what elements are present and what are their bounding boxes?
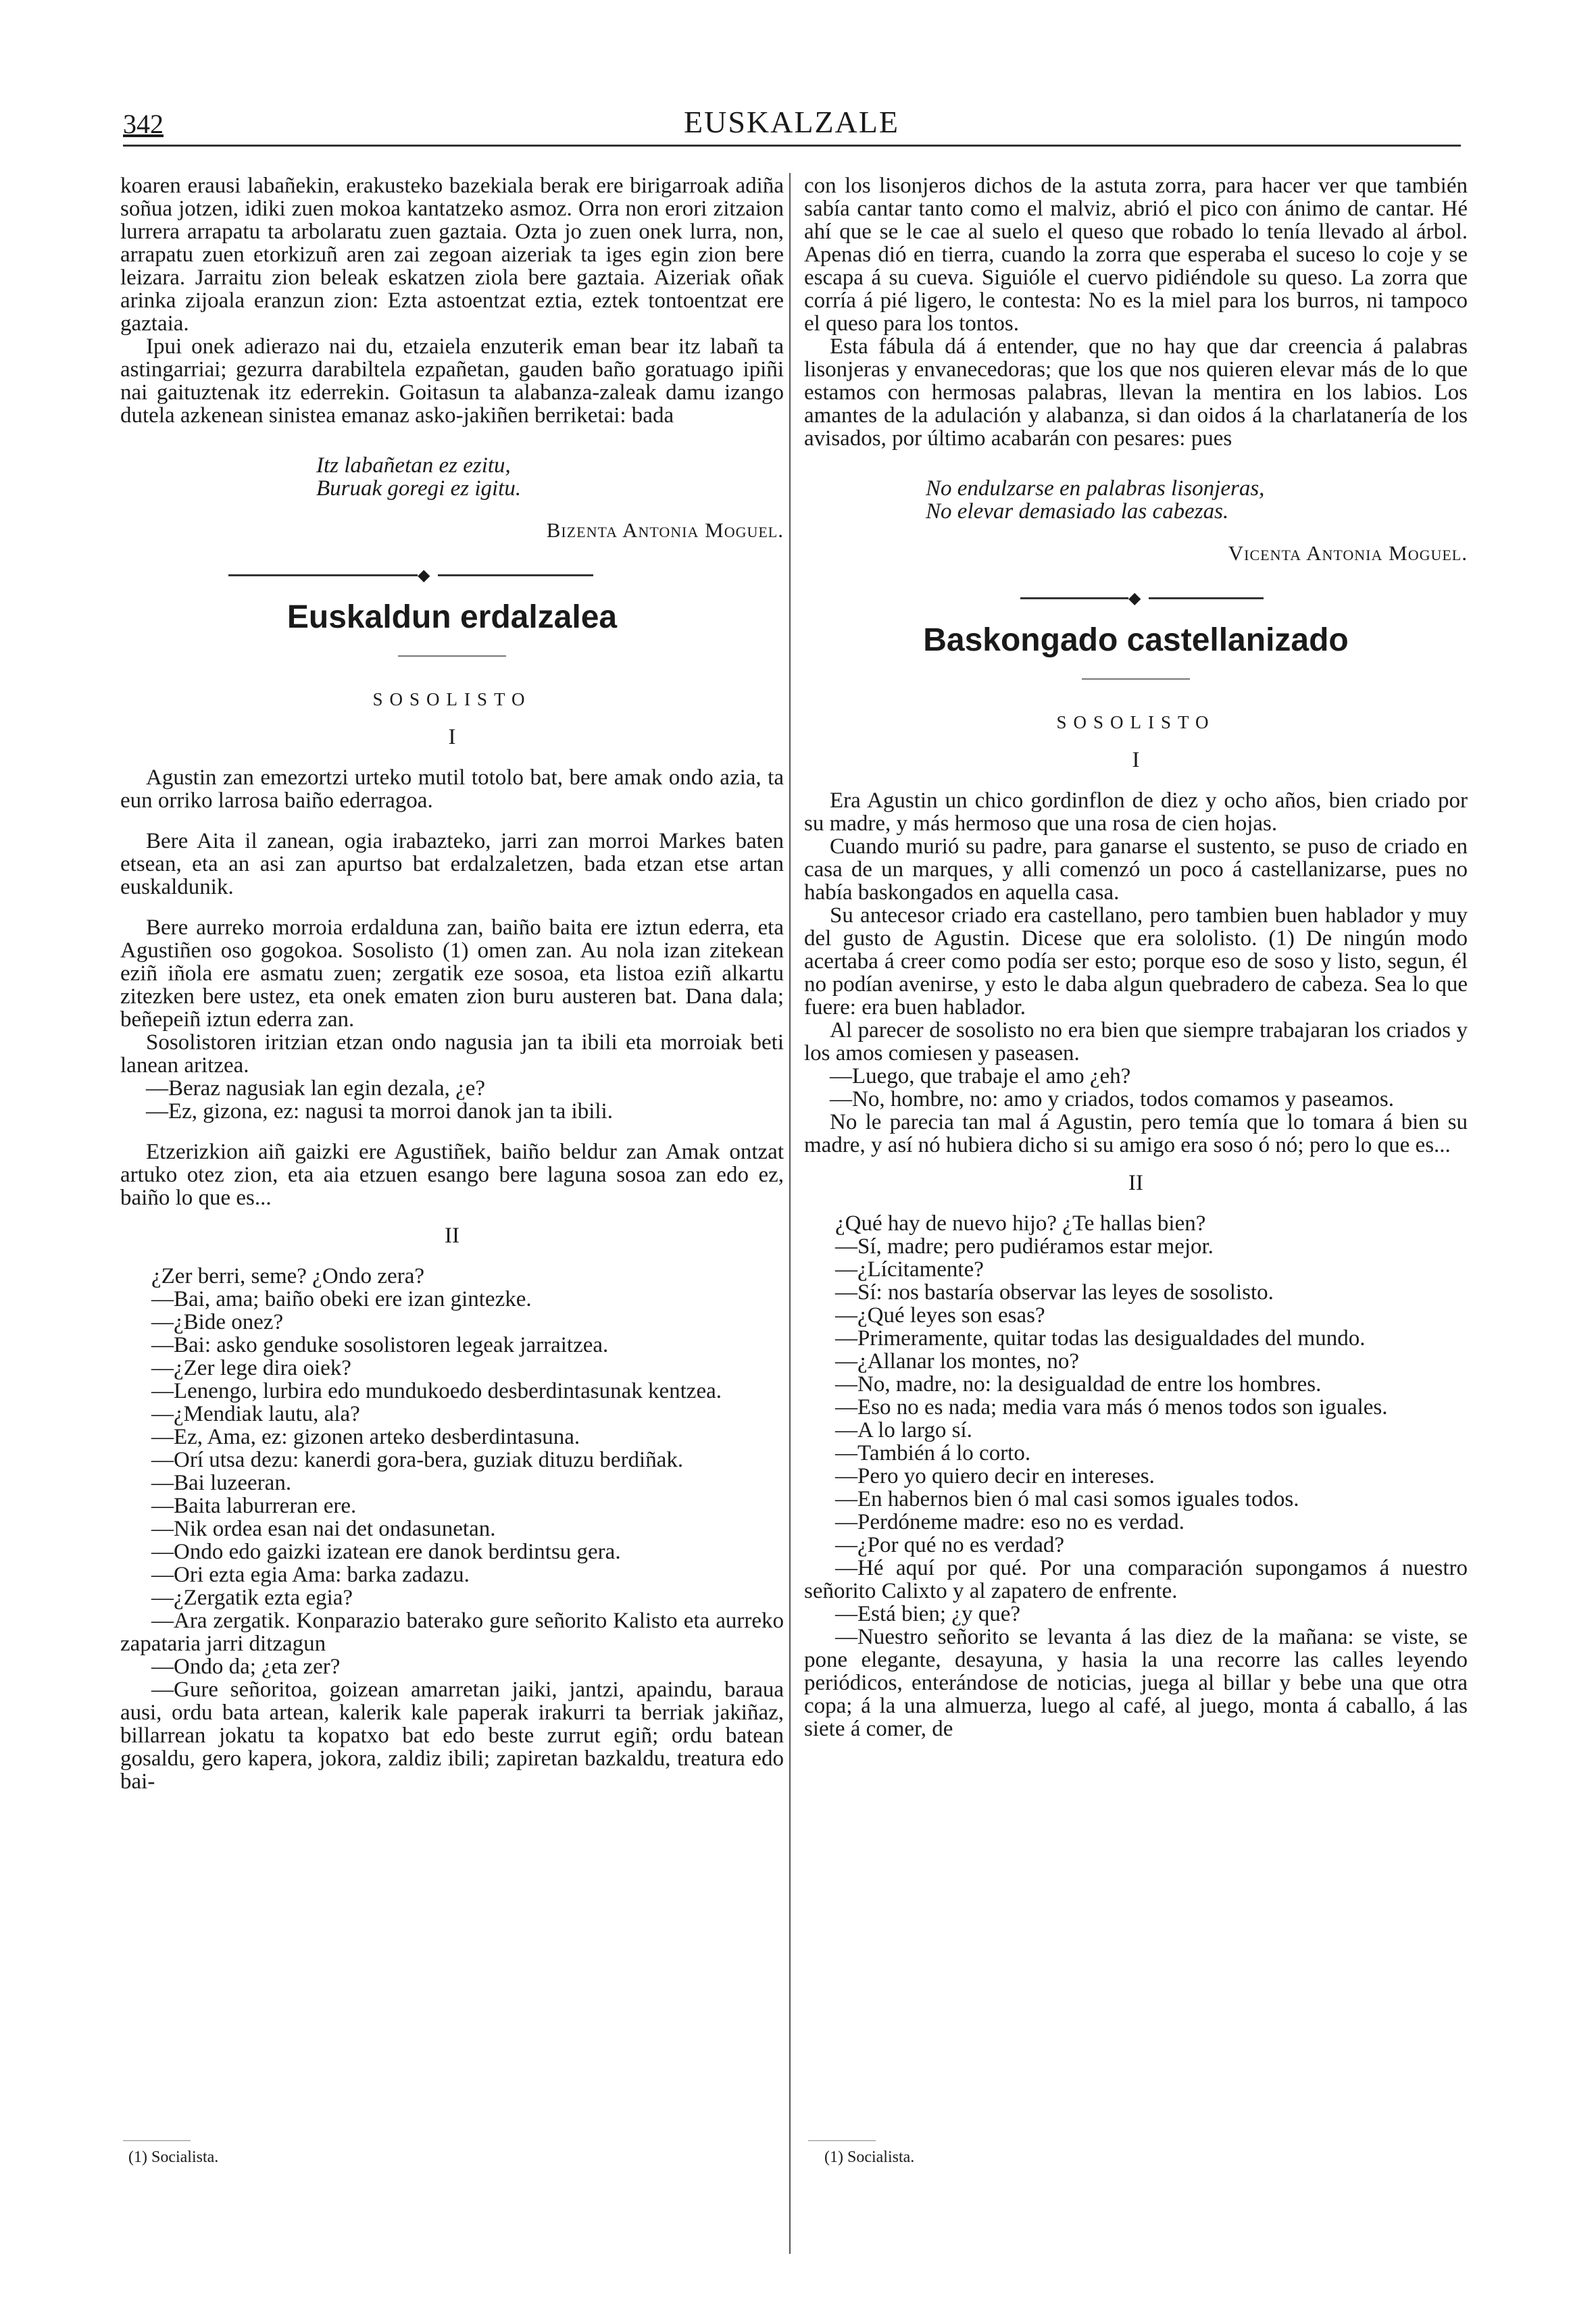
footnote: (1) Socialista.: [128, 2148, 219, 2166]
story-paragraph: Etzerizkion aiñ gaizki ere Agustiñek, baiño beldur zan Amak ontzat artuko otez zion, eta aia etzuen esango bere laguna sosoa zan edo ez, baiño lo que es...: [120, 1140, 784, 1210]
story-paragraph: Agustin zan emezortzi urteko mutil totolo bat, bere amak ondo azia, ta eun orriko larrosa baiño ederragoa.: [120, 765, 784, 813]
dialogue-line: —¿Allanar los montes, no?: [835, 1349, 1080, 1374]
story-paragraph: Sosolistoren iritzian etzan ondo nagusia jan ta ibili eta morroiak beti lanean aritzea.: [120, 1030, 784, 1078]
dialogue-line: —¿Bide onez?: [151, 1310, 284, 1334]
dialogue-line: —No, madre, no: la desigualdad de entre los hombres.: [835, 1372, 1322, 1397]
section-ornament: ◆: [120, 562, 784, 589]
header-rule: [123, 145, 1461, 147]
section-number: I: [448, 725, 456, 749]
title-rule: [398, 655, 506, 657]
dialogue-line: —¿Mendiak lautu, ala?: [151, 1402, 360, 1426]
moral-verse: [120, 454, 784, 500]
dialogue-line: —Nik ordea esan nai det ondasunetan.: [151, 1517, 496, 1541]
dialogue-line: —Lenengo, lurbira edo mundukoedo desberdintasunak kentzea.: [151, 1379, 722, 1403]
verse-line: Itz labañetan ez ezitu,: [316, 453, 511, 478]
dialogue-block: [804, 1212, 1468, 1740]
dialogue-line: —¿Por qué no es verdad?: [835, 1533, 1065, 1557]
dialogue-line: —Ara zergatik. Konparazio baterako gure señorito Kalisto eta aurreko zapataria jarri ditzagun: [120, 1609, 784, 1656]
dialogue-line: —Bai luzeeran.: [151, 1471, 292, 1495]
verse-line: No endulzarse en palabras lisonjeras,: [926, 476, 1265, 501]
story-paragraph: —No, hombre, no: amo y criados, todos comamos y paseamos.: [830, 1087, 1394, 1111]
column-divider: [789, 173, 791, 2254]
fable-paragraph: koaren erausi labañekin, erakusteko bazekiala berak ere birigarroak adiña soñua jotzen, idiki zuen mokoa kantatzeko asmoz. Orra non erori zitzaion lurrera arrapatu ta arbolaratu zuen gaztaia. Ozta jo zuen onek lurra, non, arrapatu zuen etorkizuñ aren zai zegoan aizeriak ta iges egin zion bere leizara. Jarraitu zion beleak eskatzen ziola bere gaztaia. Aizeriak oñak arinka zijoala eranzun zion: Ezta astoentzat eztia, eztek tontoentzat ere gaztaia.: [120, 174, 784, 336]
dialogue-line: —A lo largo sí.: [835, 1418, 972, 1442]
fable-paragraph: con los lisonjeros dichos de la astuta zorra, para hacer ver que también sabía cantar tanto como el malviz, abrió el pico con ánimo de cantar. Hé ahí que se le cae al suelo el queso que robado lo tenía llevado al árbol. Apenas dió en tierra, cuando la zorra que esperaba el suceso lo coje y se escapa á su cueva. Siguióle el cuervo pidiéndole su queso. La zorra que corría á pié ligero, le contesta: No es la miel para los burros, ni tampoco el queso para los tontos.: [804, 174, 1468, 336]
dialogue-line: —Bai, ama; baiño obeki ere izan gintezke.: [151, 1287, 532, 1311]
story-paragraph: Cuando murió su padre, para ganarse el sustento, se puso de criado en casa de un marques, y alli comenzó un poco á castellanizarse, pues no había baskongados en aquella casa.: [804, 834, 1468, 905]
moral-verse: [804, 477, 1468, 523]
dialogue-line: ¿Qué hay de nuevo hijo? ¿Te hallas bien?: [835, 1211, 1206, 1236]
story-paragraph: No le parecia tan mal á Agustin, pero temía que lo tomara á bien su madre, y así nó hubiera dicho si su amigo era soso ó nó; pero lo que es...: [804, 1110, 1468, 1157]
dialogue-line: —Eso no es nada; media vara más ó menos todos son iguales.: [835, 1395, 1388, 1419]
page-header: [123, 101, 1461, 149]
dialogue-line: —Ez, Ama, ez: gizonen arteko desberdintasuna.: [151, 1425, 580, 1449]
footnote: (1) Socialista.: [824, 2148, 915, 2166]
verse-line: Buruak goregi ez igitu.: [316, 476, 522, 501]
story-paragraph: Era Agustin un chico gordinflon de diez y ocho años, bien criado por su madre, y más hermoso que una rosa de cien hojas.: [804, 788, 1468, 836]
story-paragraph: —Beraz nagusiak lan egin dezala, ¿e?: [146, 1076, 486, 1101]
dialogue-line: —Sí, madre; pero pudiéramos estar mejor.: [835, 1234, 1214, 1259]
dialogue-line: —Ondo edo gaizki izatean ere danok berdintsu gera.: [151, 1540, 621, 1564]
story-paragraph: Bere aurreko morroia erdalduna zan, baiño baita ere iztun ederra, eta Agustiñen oso gogokoa. Sosolisto (1) omen zan. Au nola izan zitekean eziñ iñola ere asmatu zuen; zergatik eze sosoa, eta listoa eziñ alkartu zitezken bere ustez, eta onek ematen zion buru austeren bat. Dana dala; beñepeiñ iztun ederra zan.: [120, 915, 784, 1032]
dialogue-line: —¿Zergatik ezta egia?: [151, 1586, 353, 1610]
verse-line: No elevar demasiado las cabezas.: [926, 499, 1229, 524]
article-subtitle: SOSOLISTO: [372, 689, 532, 709]
dialogue-line: —Orí utsa dezu: kanerdi gora-bera, guziak dituzu berdiñak.: [151, 1448, 684, 1472]
fable-moral-paragraph: Ipui onek adierazo nai du, etzaiela enzuterik eman bear itz labañ ta astingarriai; gezurra darabiltela ezpañetan, gauden baño goratuago ipiñi nai gaituztenak itz ederrekin. Goitasun ta alabanza-zaleak damu izango dutela azkenean sinistea emanaz asko-jakiñen berriketai: bada: [120, 334, 784, 428]
article-title: Baskongado castellanizado: [923, 622, 1349, 658]
title-rule: [1082, 678, 1190, 680]
dialogue-line: —Ori ezta egia Ama: barka zadazu.: [151, 1563, 470, 1587]
section-number: II: [1128, 1171, 1143, 1195]
author-signature: Vicenta Antonia Moguel.: [1228, 541, 1468, 565]
dialogue-line: —Ondo da; ¿eta zer?: [151, 1655, 341, 1679]
page-number: 342: [123, 109, 164, 139]
left-column: [120, 174, 784, 1793]
running-title: EUSKALZALE: [684, 105, 899, 139]
dialogue-line: ¿Zer berri, seme? ¿Ondo zera?: [151, 1264, 424, 1288]
footnote-rule: [808, 2140, 876, 2141]
dialogue-line: —Sí: nos bastaría observar las leyes de sosolisto.: [835, 1280, 1274, 1305]
dialogue-line: —¿Zer lege dira oiek?: [151, 1356, 351, 1380]
story-paragraph: —Ez, gizona, ez: nagusi ta morroi danok jan ta ibili.: [146, 1099, 613, 1124]
story-paragraph: Al parecer de sosolisto no era bien que siempre trabajaran los criados y los amos comiesen y paseasen.: [804, 1018, 1468, 1065]
section-number: I: [1132, 748, 1140, 772]
story-paragraph: Su antecesor criado era castellano, pero tambien buen hablador y muy del gusto de Agustin. Dicese que era sololisto. (1) De ningún modo acertaba á creer como podía ser esto; porque eso de soso y listo, segun, él no podían avenirse, y esto le daba algun quebradero de cabeza. Sea lo que fuere: era buen hablador.: [804, 903, 1468, 1020]
dialogue-line: —Está bien; ¿y que?: [835, 1602, 1020, 1626]
section-number: II: [445, 1224, 459, 1248]
dialogue-line: —Primeramente, quitar todas las desigualdades del mundo.: [835, 1326, 1366, 1351]
dialogue-line: —Perdóneme madre: eso no es verdad.: [835, 1510, 1184, 1534]
story-paragraph: —Luego, que trabaje el amo ¿eh?: [830, 1064, 1131, 1088]
dialogue-line: —Bai: asko genduke sosolistoren legeak jarraitzea.: [151, 1333, 609, 1357]
dialogue-line: —Gure señoritoa, goizean amarretan jaiki, jantzi, apaindu, baraua ausi, ordu bata artean, kalerik kale paperak irakurri ta berriak jakiñaz, billarrean jokatu ta kopatxo bat edo beste zurrut egiñ; ordu batean gosaldu, gero kapera, jokora, zaldiz ibili; zapiretan bazkaldu, treatura edo bai-: [120, 1678, 784, 1794]
fable-moral-paragraph: Esta fábula dá á entender, que no hay que dar creencia á palabras lisonjeras y envanecedoras; que los que nos quieren elevar más de lo que estamos con hermosas palabras, llevan la mentira en los labios. Los amantes de la adulación y alabanza, si dan oidos á la charlatanería de los avisados, por último acabarán con pesares: pues: [804, 334, 1468, 451]
dialogue-line: —Hé aquí por qué. Por una comparación supongamos á nuestro señorito Calixto y al zapatero de enfrente.: [804, 1556, 1468, 1603]
story-paragraph: Bere Aita il zanean, ogia irabazteko, jarri zan morroi Markes baten etsean, eta an asi zan apurtso bat erdalzaletzen, bada etzan etse artan euskaldunik.: [120, 829, 784, 899]
dialogue-line: —¿Lícitamente?: [835, 1257, 984, 1282]
right-column: [804, 174, 1468, 1740]
dialogue-line: —En habernos bien ó mal casi somos iguales todos.: [835, 1487, 1299, 1511]
section-ornament: ◆: [804, 585, 1468, 612]
dialogue-line: —¿Qué leyes son esas?: [835, 1303, 1045, 1328]
dialogue-block: [120, 1265, 784, 1793]
dialogue-line: —Pero yo quiero decir en intereses.: [835, 1464, 1155, 1488]
author-signature: Bizenta Antonia Moguel.: [546, 518, 784, 542]
dialogue-line: —Nuestro señorito se levanta á las diez de la mañana: se viste, se pone elegante, desayuna, y hasia la una recorre las calles leyendo periódicos, enterándose de noticias, juega al billar y bebe una que otra copa; á la una almuerza, luego al café, al juego, monta á caballo, á las siete á comer, de: [804, 1625, 1468, 1741]
dialogue-line: —También á lo corto.: [835, 1441, 1031, 1465]
dialogue-line: —Baita laburreran ere.: [151, 1494, 357, 1518]
footnote-rule: [123, 2140, 191, 2141]
article-subtitle: SOSOLISTO: [1056, 712, 1216, 732]
article-title: Euskaldun erdalzalea: [286, 599, 618, 635]
